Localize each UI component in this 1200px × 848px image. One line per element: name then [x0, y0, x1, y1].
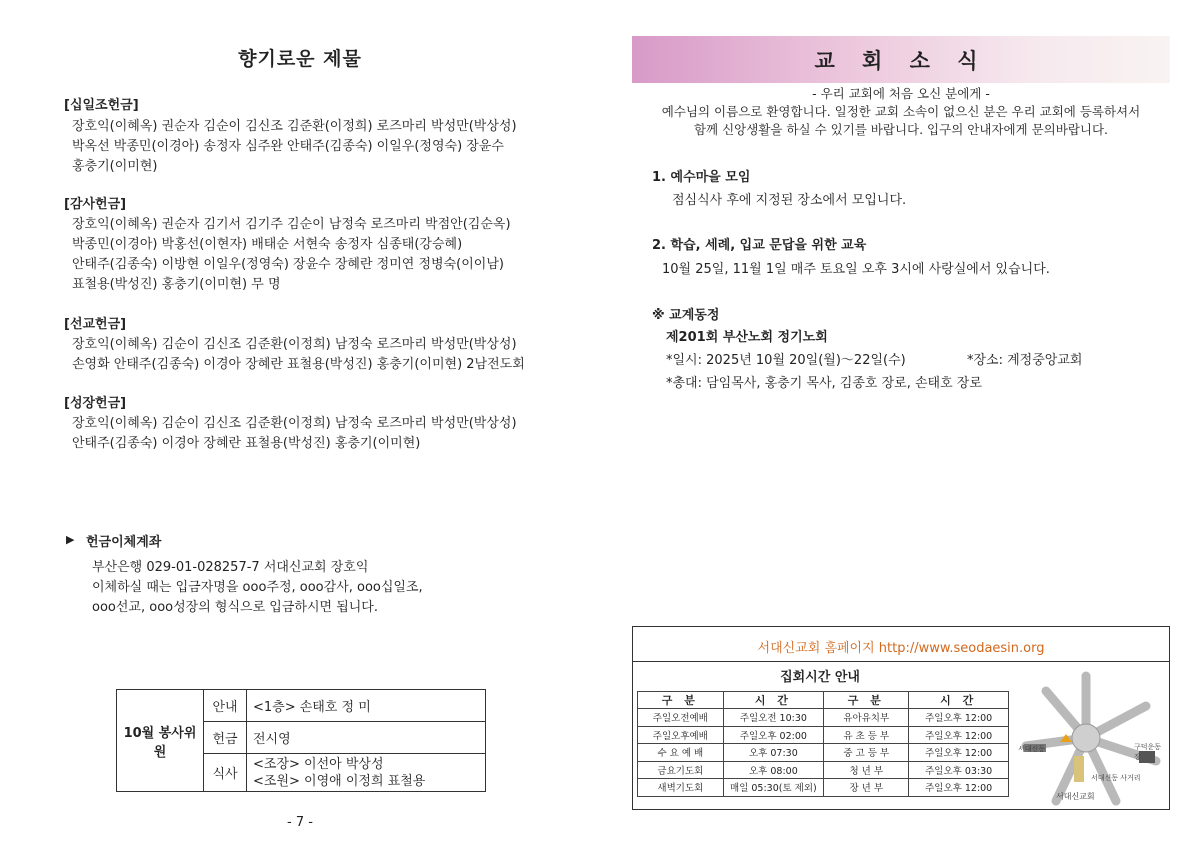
schedule-cell: 매일 05:30(토 제외)	[723, 779, 823, 797]
page-number: - 7 -	[287, 815, 313, 830]
schedule-cell: 주일오후 12:00	[909, 726, 1009, 744]
growth-line: 장호익(이혜옥) 김순이 김신조 김준환(이정희) 남정숙 로즈마리 박성만(박상성)	[72, 416, 517, 431]
news-subheading: 제201회 부산노회 정기노회	[666, 330, 828, 345]
schedule-header: 구 분	[638, 692, 724, 709]
schedule-header: 시 간	[909, 692, 1009, 709]
item-heading: 1. 예수마을 모임	[652, 170, 751, 185]
map-label: 서대신동	[1018, 745, 1046, 753]
news-banner-title: 교 회 소 식	[814, 49, 988, 73]
schedule-cell: 새벽기도회	[638, 779, 724, 797]
schedule-cell: 장 년 부	[824, 779, 909, 797]
divider	[632, 661, 1170, 662]
triangle-bullet-icon: ▶	[66, 533, 75, 546]
location-map	[1016, 666, 1166, 806]
schedule-cell: 주일오전 10:30	[723, 709, 823, 727]
table-row	[638, 779, 1009, 797]
tithe-line: 박옥선 박종민(이경아) 송정자 심주완 안태주(김종숙) 이일우(정영숙) 장윤수	[72, 139, 504, 154]
tithe-heading: [십일조헌금]	[64, 98, 139, 113]
thanks-line: 장호익(이혜옥) 권순자 김기서 김기주 김순이 남정숙 로즈마리 박점안(김순옥)	[72, 217, 511, 232]
table-row	[638, 744, 1009, 762]
service-label: 10월 봉사위원	[117, 690, 204, 792]
service-value: <조원> 이영애 이정희 표철용	[253, 773, 426, 789]
schedule-cell: 오후 08:00	[723, 761, 823, 779]
map-graphic	[1016, 666, 1166, 806]
thanks-line: 박종민(이경아) 박홍선(이현자) 배태순 서현숙 송정자 심종태(강승혜)	[72, 237, 463, 252]
mission-heading: [선교헌금]	[64, 317, 127, 332]
table-row	[638, 726, 1009, 744]
schedule-cell: 주일오후 12:00	[909, 779, 1009, 797]
news-line: *총대: 담임목사, 홍충기 목사, 김종호 장로, 손태호 장로	[666, 376, 982, 391]
schedule-cell: 청 년 부	[824, 761, 909, 779]
service-role: 안내	[204, 690, 247, 722]
transfer-heading: 헌금이체계좌	[86, 535, 162, 550]
schedule-cell: 주일오후예배	[638, 726, 724, 744]
tithe-line: 장호익(이혜옥) 권순자 김순이 김신조 김준환(이정희) 로즈마리 박성만(박상성)	[72, 119, 517, 134]
schedule-cell: 주일오전예배	[638, 709, 724, 727]
schedule-cell: 주일오후 12:00	[909, 744, 1009, 762]
mission-line: 장호익(이혜옥) 김순이 김신조 김준환(이정희) 남정숙 로즈마리 박성만(박상성)	[72, 337, 517, 352]
item-heading: 2. 학습, 세례, 입교 문답을 위한 교육	[652, 238, 867, 253]
service-table	[116, 689, 486, 792]
thanks-line: 안태주(김종숙) 이방현 이일우(정영숙) 장윤수 장혜란 정미연 정병숙(이이남)	[72, 257, 504, 272]
schedule-cell: 유아유치부	[824, 709, 909, 727]
item-text: 10월 25일, 11월 1일 매주 토요일 오후 3시에 사랑실에서 있습니다.	[662, 262, 1050, 277]
table-row	[638, 709, 1009, 727]
schedule-table	[637, 691, 1009, 797]
homepage-link[interactable]: 서대신교회 홈페이지 http://www.seodaesin.org	[757, 641, 1045, 656]
schedule-cell: 주일오후 12:00	[909, 709, 1009, 727]
transfer-line: 이체하실 때는 입금자명을 ooo주정, ooo감사, ooo십일조,	[92, 580, 423, 595]
schedule-cell: 오후 07:30	[723, 744, 823, 762]
schedule-cell: 주일오후 02:00	[723, 726, 823, 744]
news-line: *일시: 2025년 10월 20일(월)～22일(수)	[666, 353, 906, 368]
welcome-subtitle: - 우리 교회에 처음 오신 분에게 -	[812, 86, 990, 101]
service-value: <1층> 손태호 정 미	[247, 690, 486, 722]
growth-line: 안태주(김종숙) 이경아 장혜란 표철용(박성진) 홍충기(이미현)	[72, 436, 421, 451]
thanks-line: 표철용(박성진) 홍충기(이미현) 무 명	[72, 277, 281, 292]
service-role: 헌금	[204, 722, 247, 754]
service-value: <조장> 이선아 박상성	[253, 756, 384, 772]
page-title: 향기로운 제물	[238, 48, 362, 70]
schedule-cell: 금요기도회	[638, 761, 724, 779]
map-church-label: 서대신교회	[1056, 792, 1095, 801]
map-label: 서대신동 사거리	[1091, 774, 1141, 782]
schedule-cell: 중 고 등 부	[824, 744, 909, 762]
thanks-heading: [감사헌금]	[64, 197, 127, 212]
news-line: *장소: 계정중앙교회	[967, 353, 1083, 368]
item-text: 점심식사 후에 지정된 장소에서 모입니다.	[672, 193, 907, 208]
schedule-header: 구 분	[824, 692, 909, 709]
service-role: 식사	[204, 754, 247, 792]
schedule-cell: 수 요 예 배	[638, 744, 724, 762]
schedule-cell: 주일오후 03:30	[909, 761, 1009, 779]
table-row	[638, 761, 1009, 779]
mission-line: 손영화 안태주(김종숙) 이경아 장혜란 표철용(박성진) 홍충기(이미현) 2남전도회	[72, 357, 525, 372]
schedule-title: 집회시간 안내	[780, 670, 860, 685]
transfer-line: ooo선교, ooo성장의 형식으로 입금하시면 됩니다.	[92, 600, 379, 615]
schedule-cell: 유 초 등 부	[824, 726, 909, 744]
welcome-line: 예수님의 이름으로 환영합니다. 일정한 교회 소속이 없으신 분은 우리 교회에 등록하셔서	[661, 104, 1141, 119]
growth-heading: [성장헌금]	[64, 396, 127, 411]
service-value: 전시영	[247, 722, 486, 754]
news-heading: ※ 교계동정	[652, 308, 720, 323]
tithe-line: 홍충기(이미현)	[72, 159, 158, 174]
map-label: 구덕운동장	[1134, 743, 1162, 761]
schedule-header: 시 간	[723, 692, 823, 709]
welcome-line: 함께 신앙생활을 하실 수 있기를 바랍니다. 입구의 안내자에게 문의바랍니다.	[693, 122, 1109, 137]
transfer-line: 부산은행 029-01-028257-7 서대신교회 장호익	[92, 560, 369, 575]
